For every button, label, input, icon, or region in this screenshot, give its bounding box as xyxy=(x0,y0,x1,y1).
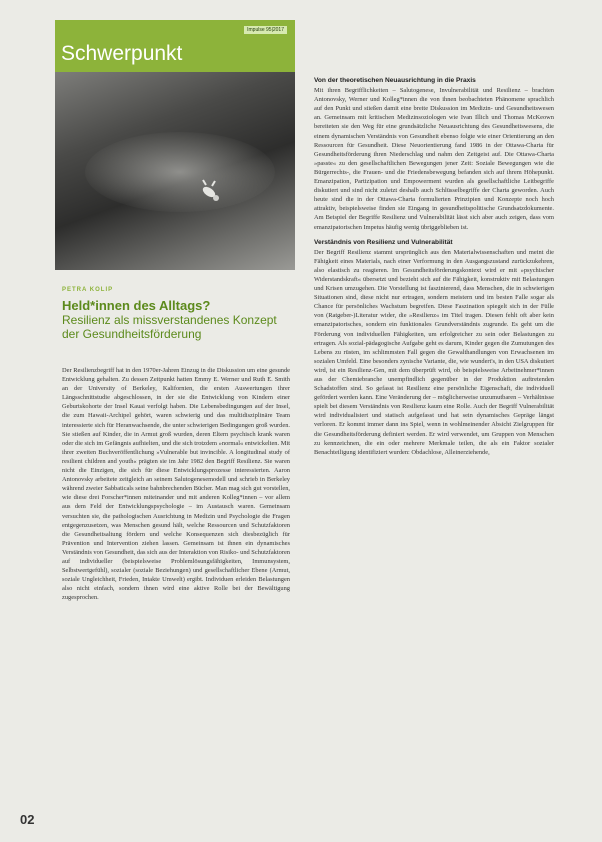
article-subtitle: Resilienz als missverstandenes Konzept der Gesundheitsförderung xyxy=(62,313,277,341)
rubric-title: Schwerpunkt xyxy=(61,42,183,65)
section-paragraph: Der Begriff Resilienz stammt ursprünglich aus den Materialwissenschaften und meint die Fähigkeit eines Materials, nach einer Verformung in den Ausgangszustand zurückzukehren, also elastisch zu reagieren. Im Gesundheitsförderungskontext wird er mit »psychischer Widerstandskraft« übersetzt und bezieht sich auf die Fähigkeit, konstruktiv mit Belastungen und Krisen umzugehen. Die Vorstellung ist faszinierend, dass Menschen, die in schwierigen Situationen sind, diese nicht nur ertragen, sondern meistern und im besten Falle sogar als Chance für persönliches Wachstum begreifen. Diese Faszination spiegelt sich in der Fülle von (Ratgeber-)Literatur wider, die »Resilienz« im Titel tragen. Diesen fehlt oft aber kein emanzipatorisches, sondern ein funktionales Grundverständnis zugrunde. Es geht um die Förderung von individuellen Fähigkeiten, um erfolgreicher zu sein oder Belastungen zu ertragen. Als sozial-pädagogische Aufgabe geht es darum, Kinder gegen die Zumutungen des Lebens zu rüsten, im schlimmsten Fall gegen die Gewalthandlungen von Erwachsenen im sozialen Umfeld. Eine besonders zynische Variante, die, wie wundert's, in den USA diskutiert wird, ist ein Resilienz-Gen, mit dem überprüft wird, ob beispielsweise Arbeitnehmer*innen aus der Chemiebranche unempfindlich gegenüber in der Produktion auftretenden Schadstoffen sind. So gefasst ist Resilienz eine persönliche Eigenschaft, die individuell gefördert werden kann. Eine Veränderung der – möglicherweise unzumutbaren – Verhältnisse spielt bei diesem Verständnis von Resilienz kaum eine Rolle. Auch der Begriff Vulnerabilität wird individualisiert und statisch aufgefasst und hat sein dynamisches Gepräge längst verloren. Er kommt immer dann ins Spiel, wenn in wohlmeinender Absicht Zielgruppen für die Gesundheitsförderung definiert werden. Er wird verwendet, um Gruppen von Menschen zu kennzeichnen, die ein oder mehrere Merkmale teilen, die als ein Faktor sozialer Benachteiligung identifiziert wurden: Obdachlose, Alleinerziehende, xyxy=(314,248,554,456)
rubric-banner xyxy=(55,20,295,72)
section-heading: Verständnis von Resilienz und Vulnerabilität xyxy=(314,238,453,246)
left-column xyxy=(62,366,290,826)
article-title: Held*innen des Alltags? xyxy=(62,298,211,313)
photo-light-area xyxy=(85,132,275,212)
falling-figure-illustration xyxy=(197,176,227,206)
article-photo xyxy=(55,72,295,270)
section-heading: Von der theoretischen Neuausrichtung in die Praxis xyxy=(314,77,476,84)
page-number: 02 xyxy=(20,812,35,827)
right-column xyxy=(314,76,554,836)
article-author: PETRA KOLIP xyxy=(62,287,114,293)
intro-paragraph: Der Resilienzbegriff hat in den 1970er-Jahren Einzug in die Diskussion um eine gesunde Entwicklung gehalten. Zu dessen Zeitpunkt hatten Emmy E. Werner und Ruth E. Smith an der University of Berkeley, Kalifornien, die ersten Auswertungen ihrer Längsschnittstudie abgeschlossen, in der sie die Entwicklung von Kindern einer Geburtskohorte der Insel Kauai verfolgt haben. Die Lebensbedingungen auf der Insel, die zum Hawaii-Archipel gehört, waren schwierig und das multidisziplinäre Team interessierte sich für Heranwachsende, die unter schwierigen Bedingungen groß wurden. Sie stießen auf Kinder, die in Armut groß wurden, deren Eltern psychisch krank waren oder die sich im Gefängnis aufhielten, und die sich trotzdem »normal« entwickelten. Mit ihrer zweiten Buchveröffentlichung »Vulnerable but invincible. A longitudinal study of resilient children and youth« prägten sie im Jahr 1982 den Begriff Resilienz. Sie waren nicht die Einzigen, die sich für diese Entwicklungsprozesse interessierten. Aaron Antonovsky arbeitete zeitgleich an seinem Salutogenesemodell und schrieb in Berkeley während zweier Sabbaticals seine bahnbrechenden Bücher. Man mag sich gut vorstellen, wie diese drei Forscher*innen miteinander und mit anderen Kolleg*innen – vor allem aus dem Feld der Entwicklungspsychologie – im Austausch waren. Gemeinsam versuchten sie, die pathologischen Ausrichtung in Medizin und Psychologie die Fragen entgegenzusetzen, was Menschen gesund hält, welche Ressourcen und Schutzfaktoren die Gesundheitsaltung fördern und welche Konsequenzen sich diesbezüglich für Prävention und Intervention ziehen lassen. Gemeinsam ist ihnen ein dynamisches Verständnis von Gesundheit, das sich aus der Interaktion von Risiko- und Schutzfaktoren auf individueller (beispielsweise Problemlösungsfähigkeiten, Immunsystem, Selbstwertgefühl), sozialer (soziale Beziehungen) und gesellschaftlicher Ebene (Armut, soziale Ungleichheit, Frieden, Intakte Umwelt) ergibt. Individuen erleiden Belastungen also nicht einfach, sondern ihnen wird eine aktive Rolle bei der Bewältigung zugesprochen. xyxy=(62,367,290,602)
issue-label: Impulse 95|2017 xyxy=(244,26,287,34)
section-paragraph: Mit ihren Begrifflichkeiten – Salutogenese, Invulnerabilität und Resilienz – brachten Antonovsky, Werner und Kolleg*innen die von ihnen beobachteten Phänomene sprachlich auf den Punkt und stießen damit eine breite Diskussion im Medizin- und Gesundheitswesen an. Gemeinsam mit kritischen Medizinsoziologen wie Ivan Illich und Thomas McKeown bereiteten sie den Weg für eine grundsätzliche Neuausrichtung des Gesundheitswesens, die einem dynamischen Verständnis von Gesundheit ebenso folgte wie einer Orientierung an den Ressourcen für Gesundheit. Diese Neuorientierung fand 1986 in der Ottawa-Charta für Gesundheitsförderung ihren Niederschlag und nahm den Zeitgeist auf. Die Ottawa-Charta »passte« zu den gesellschaftlichen Bewegungen jener Zeit: Soziale Bewegungen wie die Bürgerrechts-, die Frauen- und die Friedensbewegung befanden sich auf ihrem Höhepunkt. Emanzipation, Partizipation und Empowerment wurden als gesellschaftliche Leitbegriffe diskutiert und sind nicht zuletzt deshalb auch Schlüsselbegriffe der Charta geworden. Auch heute sind die in der Ottawa-Charta formulierten Prinzipien und Konzepte noch hoch attraktiv, beispielsweise finden sie Eingang in gesundheitspolitische Grundsatzdokumente. Am Beispiel der Begriffe Resilienz und Vulnerabilität lässt sich aber auch zeigen, dass vom emanzipatorischen Impetus häufig wenig übriggeblieben ist. xyxy=(314,87,554,231)
article-headline xyxy=(62,298,292,341)
